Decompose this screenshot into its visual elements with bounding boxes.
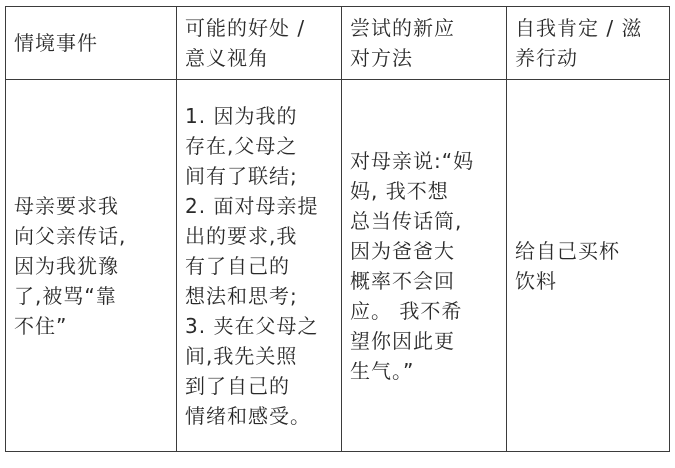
cell-text-line: 想法和思考; [185,283,298,308]
cell-text-line: 向父亲传话, [14,223,127,248]
cell-text-line: 间,我先关照 [185,343,298,368]
cell-text-line: 1. 因为我的 [185,103,298,128]
header-line: 自我肯定 / 滋 [515,16,643,40]
cell-text-line: 有了自己的 [185,253,290,278]
cell-text-line: 母亲要求我 [14,193,119,218]
cell-text-line: 不住” [14,313,68,338]
cell-text-line: 因为我犹豫 [14,253,119,278]
header-line: 意义视角 [185,46,269,70]
cell-text-line: 饮料 [515,268,557,293]
header-event [6,7,177,80]
cell-text-line: 望你因此更 [350,328,455,353]
header-line: 养行动 [515,46,578,70]
cell-text-line: 概率不会回 [350,268,455,293]
cell-text-line: 情绪和感受。 [185,403,311,428]
cell-text-line: 3. 夹在父母之 [185,313,319,338]
cell-text-line: 间有了联结; [185,163,298,188]
cell-self-affirmation [507,80,670,452]
cell-benefits [177,80,342,452]
cell-text-line: 生气。” [350,358,415,383]
header-line: 情境事件 [14,31,98,55]
cell-text-line: 存在,父母之 [185,133,298,158]
cell-text-line: 妈, 我不想 [350,178,449,203]
cell-text-line: 对母亲说:“妈 [350,148,475,173]
table-row [6,80,670,452]
cell-text-line: 2. 面对母亲提 [185,193,319,218]
cell-text-line: 因为爸爸大 [350,238,455,263]
cell-text-line: 了,被骂“靠 [14,283,117,308]
header-self-affirmation [507,7,670,80]
cell-text-line: 应。 我不希 [350,298,463,323]
header-line: 可能的好处 / [185,16,306,40]
table-header-row [6,7,670,80]
cell-text-line: 到了自己的 [185,373,290,398]
cell-text-line: 总当传话筒, [350,208,463,233]
header-new-method [342,7,507,80]
header-line: 尝试的新应 [350,16,455,40]
cell-text-line: 给自己买杯 [515,238,620,263]
cell-new-method [342,80,507,452]
cell-text-line: 出的要求,我 [185,223,298,248]
cell-event [6,80,177,452]
header-line: 对方法 [350,46,413,70]
reflection-table [5,6,670,452]
header-benefits [177,7,342,80]
document-sheet [5,6,669,461]
